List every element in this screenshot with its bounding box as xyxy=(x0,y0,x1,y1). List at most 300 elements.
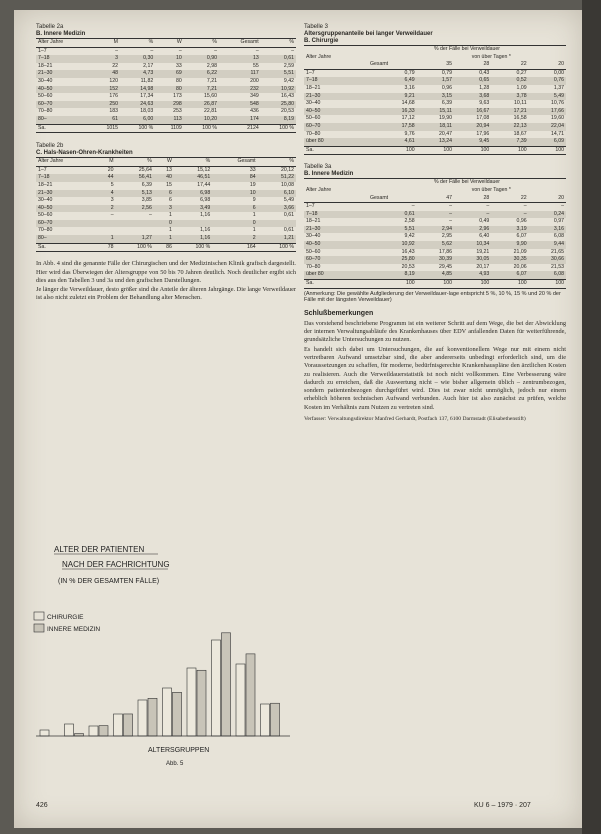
table-cell: 1 xyxy=(169,212,172,219)
table-row xyxy=(36,86,296,94)
table-cell: 6,98 xyxy=(200,189,211,196)
header-cell: Gesamt xyxy=(237,158,256,165)
table-cell: – xyxy=(110,212,114,219)
table-cell: 3,78 xyxy=(516,92,527,99)
table-cell: 120 xyxy=(109,77,118,84)
table-cell: 0,30 xyxy=(143,55,154,62)
table-cell xyxy=(96,220,116,228)
table-cell: 60–70 xyxy=(38,219,53,226)
header-cell: 22 xyxy=(520,194,527,201)
legend-label-chirurgie: CHIRURGIE xyxy=(47,614,84,621)
table-cell: 6,08 xyxy=(553,271,564,278)
table-cell: – xyxy=(523,203,527,210)
table-cell: 30–40 xyxy=(306,100,321,107)
table-cell: – xyxy=(486,210,490,217)
table-cell: 10 xyxy=(175,55,182,62)
table-row xyxy=(304,100,566,108)
table-cell: 0,52 xyxy=(516,77,527,84)
table-cell: 21,53 xyxy=(551,263,564,270)
bar-chirurgie xyxy=(40,730,49,736)
table-cell: 30,35 xyxy=(513,256,527,263)
table-cell: 22,81 xyxy=(204,108,217,115)
table-cell: 20,12 xyxy=(281,166,294,173)
table-cell: 548 xyxy=(250,100,259,107)
table-cell: 19,21 xyxy=(476,248,490,255)
table-row xyxy=(36,220,296,228)
table-cell: 2,59 xyxy=(283,62,294,69)
table-row xyxy=(304,211,566,219)
table-cell: – xyxy=(449,203,452,210)
chart-legend xyxy=(34,612,100,633)
table-cell: 60–70 xyxy=(306,256,321,263)
bar-innere-medizin xyxy=(197,670,206,736)
table-cell xyxy=(96,227,116,235)
table-cell: 80 xyxy=(175,85,182,92)
table-cell: 22 xyxy=(112,62,118,69)
table-cell: 20,47 xyxy=(439,130,452,137)
table-cell: 1 xyxy=(169,235,172,242)
table-row xyxy=(304,108,566,116)
table-cell: 3,68 xyxy=(479,92,490,99)
age-group-chart xyxy=(28,540,298,772)
table-cell: – xyxy=(255,47,259,54)
table-cell: 6 xyxy=(169,197,172,204)
table-cell: 176 xyxy=(109,93,118,100)
table-cell: 2 xyxy=(110,204,114,211)
bar-chirurgie xyxy=(236,664,245,736)
table-cell: 18–21 xyxy=(306,218,321,225)
table-cell: 15,60 xyxy=(204,93,217,100)
table-3a-title: B. Innere Medizin xyxy=(304,171,354,178)
table-cell: 21–30 xyxy=(306,92,321,99)
table-cell: – xyxy=(411,203,415,210)
table-cell: 0,96 xyxy=(441,84,452,91)
table-cell: 6,39 xyxy=(441,100,452,107)
table-cell: 18,67 xyxy=(513,130,527,137)
table-cell: 9,45 xyxy=(479,138,490,145)
header-cell: von über Tagen * xyxy=(471,53,511,60)
table-cell: 5,13 xyxy=(141,189,152,196)
table-cell xyxy=(116,227,154,235)
table-cell: 80 xyxy=(175,77,182,84)
table-cell: 60–70 xyxy=(38,100,53,107)
bar-chirurgie xyxy=(212,640,221,736)
header-cell: von über Tagen * xyxy=(471,186,511,193)
table-cell: 10,34 xyxy=(476,241,490,248)
table-cell: 5,49 xyxy=(553,92,564,99)
table-cell: 51,22 xyxy=(281,174,294,181)
table-cell: 16,43 xyxy=(281,93,294,100)
table-cell: 152 xyxy=(109,85,118,92)
table-cell: 21–30 xyxy=(38,189,53,196)
table-cell: 20,17 xyxy=(476,263,490,270)
table-cell: 20,94 xyxy=(476,122,490,129)
table-3 xyxy=(304,45,566,155)
table-cell: 174 xyxy=(250,115,259,122)
chart-subtitle: (IN % DER GESAMTEN FÄLLE) xyxy=(58,578,160,585)
right-paragraph: Das vorstehend beschriebene Programm ist ein weiterer Schritt auf dem Wege, die bei der Abwicklung der internen Verwaltungsabläufe des Krankenhauses über EDV anfallenden Daten für weiterführende, grundsätzliche Untersuchungen zu nutzen. xyxy=(304,319,566,344)
bar-chirurgie xyxy=(89,726,98,736)
table-cell: 7–18 xyxy=(306,210,318,217)
table-cell: 6,40 xyxy=(479,233,490,240)
bar-innere-medizin xyxy=(99,726,108,736)
table-cell: 18,11 xyxy=(439,122,452,129)
header-cell: % xyxy=(212,39,217,45)
table-cell: 6,39 xyxy=(141,181,152,188)
table-cell: 100 % xyxy=(279,124,294,131)
table-cell: 30–40 xyxy=(38,197,53,204)
table-cell: 21–30 xyxy=(38,70,53,77)
table-cell: 5,49 xyxy=(283,197,294,204)
table-row xyxy=(304,256,566,264)
table-cell: 20,53 xyxy=(281,108,294,115)
header-row-top xyxy=(304,46,566,54)
table-cell: 20,53 xyxy=(401,263,415,270)
table-cell: 40–50 xyxy=(38,85,53,92)
table-cell: 17,66 xyxy=(551,107,564,114)
table-cell: 2124 xyxy=(247,124,259,131)
table-cell: – xyxy=(149,212,152,219)
table-3a-body xyxy=(304,203,566,289)
header-cell: W xyxy=(176,39,182,45)
header-cell: 22 xyxy=(520,61,527,68)
table-row xyxy=(36,93,296,101)
table-cell: 16,67 xyxy=(476,107,490,114)
chart-title-line1: ALTER DER PATIENTEN xyxy=(54,545,145,554)
table-cell: 0,24 xyxy=(553,210,564,217)
table-row xyxy=(304,93,566,101)
table-cell: Sa. xyxy=(38,124,46,131)
table-cell: 100 % xyxy=(138,124,154,131)
table-cell: Sa. xyxy=(306,146,314,153)
table-row xyxy=(36,47,296,55)
table-cell: 44 xyxy=(107,174,114,181)
table-cell: 18–21 xyxy=(38,181,53,188)
table-cell: 24,63 xyxy=(140,100,154,107)
x-axis-label: ALTERSGRUPPEN xyxy=(148,747,210,754)
table-cell: 1 xyxy=(169,227,172,234)
table-cell: 1015 xyxy=(106,124,118,131)
table-cell: 17,21 xyxy=(513,107,527,114)
table-cell: 1,16 xyxy=(200,212,211,219)
table-cell: – xyxy=(449,210,452,217)
table-cell: 6,49 xyxy=(404,77,415,84)
table-row xyxy=(304,249,566,257)
bar-chirurgie xyxy=(261,704,270,736)
table-cell: 4,85 xyxy=(441,271,452,278)
table-cell: 232 xyxy=(250,85,259,92)
table-cell: 22,13 xyxy=(513,122,527,129)
table-cell: 117 xyxy=(250,70,259,77)
table-cell: 4,93 xyxy=(479,271,490,278)
table-cell: 70–80 xyxy=(38,108,53,115)
table-row xyxy=(36,174,296,182)
table-cell: 17,86 xyxy=(439,248,452,255)
table-cell: 164 xyxy=(246,243,256,250)
table-cell: 20,06 xyxy=(513,263,527,270)
table-cell: 0,61 xyxy=(283,212,294,219)
table-cell: 46,51 xyxy=(197,174,211,181)
table-cell: 2 xyxy=(252,235,256,242)
right-paragraph: Es handelt sich dabei um Untersuchungen, die auf konventionellem Wege nur mit einem nicht vertretbaren Aufwand umsetzbar sind, die aber andererseits unbedingt erforderlich sind, um die Voraussetzungen zu schaffen, für moderne, bedürfnisgerechte Krankenhauspläne den ärztlichen Kosten zu realisieren. Auch die Verweildauerstatistik ist noch nicht vollkommen. Eine Verbesserung wäre dadurch zu erreichen, daß die Auswertung nicht – wie bisher allgemein üblich – zentrumbezogen, sondern patientenbezogen durchgeführt wird. Dies ist zwar nicht unmöglich, jedoch nur einem erheblich höheren technischen Aufwand verbunden. Auch hier ist also zunächst zu prüfen, welche Kosten im Verhältnis zum Nutzen zu vertreten sind. xyxy=(304,345,566,411)
table-cell: 19,60 xyxy=(551,115,564,122)
header-row-top xyxy=(304,179,566,187)
table-row xyxy=(304,123,566,131)
table-cell: 1 xyxy=(252,212,256,219)
table-cell: 80– xyxy=(38,115,47,122)
table-cell: 100 xyxy=(406,280,415,287)
bar-chirurgie xyxy=(163,688,172,736)
table-cell: 17,96 xyxy=(476,130,490,137)
table-cell: 25,80 xyxy=(401,256,415,263)
table-cell: 2,98 xyxy=(206,62,217,69)
table-cell: 21,09 xyxy=(513,248,527,255)
header-cell: M xyxy=(109,158,114,165)
table-cell xyxy=(258,220,296,228)
table-cell: 17,12 xyxy=(401,115,415,122)
table-cell: – xyxy=(291,47,294,54)
table-cell: 22,04 xyxy=(551,122,564,129)
table-2b xyxy=(36,157,296,252)
table-cell: 1109 xyxy=(170,124,182,131)
table-cell: 33 xyxy=(175,62,182,69)
table-sum-row xyxy=(36,243,296,252)
table-cell: 10,92 xyxy=(281,85,294,92)
table-2b-body xyxy=(36,166,296,252)
table-cell: 26,87 xyxy=(204,100,217,107)
table-cell: – xyxy=(561,203,564,210)
table-cell: – xyxy=(449,218,452,225)
chart-bars xyxy=(40,633,280,736)
table-cell: 9,42 xyxy=(404,233,415,240)
table-cell: 84 xyxy=(249,174,256,181)
table-cell: 14,71 xyxy=(551,130,564,137)
table-cell: 2,96 xyxy=(479,225,490,232)
table-cell: 100 % xyxy=(279,243,294,250)
table-sum-row xyxy=(304,146,566,155)
table-cell: 100 xyxy=(555,280,564,287)
table-cell: 6 xyxy=(169,189,172,196)
table-cell: 10 xyxy=(249,189,256,196)
table-cell: 30,39 xyxy=(439,256,452,263)
table-2b-label: Tabelle 2b xyxy=(36,143,64,150)
table-cell: 7–18 xyxy=(38,55,50,62)
table-row xyxy=(36,190,296,198)
table-2a-title: B. Innere Medizin xyxy=(36,31,86,37)
table-cell: – xyxy=(214,47,217,54)
table-cell: 6,98 xyxy=(200,197,211,204)
bar-innere-medizin xyxy=(271,703,280,736)
table-cell: 6,10 xyxy=(283,189,294,196)
table-cell: 19 xyxy=(249,181,256,188)
table-cell: 40 xyxy=(166,174,172,181)
table-cell: 298 xyxy=(173,100,182,107)
table-cell: 17,44 xyxy=(197,181,211,188)
table-row xyxy=(304,218,566,226)
table-cell: 4,61 xyxy=(404,138,415,145)
table-note: (Anmerkung: Die gewählte Aufgliederung der Verweildauer-lage entspricht 5 %, 10 %, 15 % und 20 % der Fälle mit der längsten Verweildauer) xyxy=(304,290,561,304)
table-row xyxy=(36,235,296,243)
table-cell: 0,79 xyxy=(441,69,452,76)
table-cell: 56,41 xyxy=(138,174,152,181)
table-cell: 0,61 xyxy=(283,55,294,62)
table-cell: 1–7 xyxy=(38,47,47,54)
table-cell: 6,22 xyxy=(206,70,217,77)
table-cell: 11,82 xyxy=(140,77,154,84)
table-cell: 100 xyxy=(480,146,490,153)
section-heading: Schlußbemerkungen xyxy=(304,309,374,317)
table-cell: 2,94 xyxy=(441,225,452,232)
table-cell: 3,15 xyxy=(441,92,452,99)
table-cell: 15,12 xyxy=(197,166,211,173)
table-cell: 40–50 xyxy=(306,241,321,248)
table-row xyxy=(304,271,566,279)
table-row xyxy=(36,182,296,190)
table-cell: 100 xyxy=(517,280,527,287)
table-cell: 1–7 xyxy=(306,69,315,76)
left-paragraph: Je länger die Verweildauer, desto größer sind die Anteile der älteren Jahrgänge. Die lange Verweildauer ist also nicht zuletzt ein Problem der Behandlung alter Menschen. xyxy=(36,286,296,302)
table-cell: 17,58 xyxy=(401,122,415,129)
table-cell: 5 xyxy=(110,181,114,188)
table-sum-row xyxy=(304,280,566,289)
table-cell: 9 xyxy=(252,197,256,204)
legend-swatch-chirurgie xyxy=(34,612,44,620)
table-cell: 16,58 xyxy=(513,115,527,122)
table-cell: 2,56 xyxy=(141,204,152,211)
journal-page xyxy=(14,10,582,828)
header-cell: 28 xyxy=(483,194,490,201)
table-cell: 100 xyxy=(517,146,527,153)
header-cell: Alter Jahre xyxy=(306,186,332,193)
table-cell: 100 xyxy=(406,146,415,153)
table-cell: 7–18 xyxy=(306,77,318,84)
header-cell: 47 xyxy=(446,194,452,201)
table-row xyxy=(36,78,296,86)
table-cell: 10,76 xyxy=(551,100,564,107)
table-cell: 33 xyxy=(249,166,256,173)
table-cell: – xyxy=(486,203,490,210)
table-cell: 7,39 xyxy=(516,138,527,145)
table-cell: 29,45 xyxy=(439,263,452,270)
table-row xyxy=(304,115,566,123)
table-cell: 0 xyxy=(169,219,172,226)
table-row xyxy=(304,203,566,211)
table-cell: 0,65 xyxy=(479,77,490,84)
table-row xyxy=(36,63,296,71)
table-cell: 9,42 xyxy=(283,77,294,84)
table-cell: 16,33 xyxy=(401,107,415,114)
table-cell: 7–18 xyxy=(38,174,50,181)
table-row xyxy=(304,69,566,77)
table-row xyxy=(304,138,566,146)
header-cell: M xyxy=(113,39,118,45)
table-row xyxy=(304,131,566,139)
table-cell: 100 xyxy=(443,280,452,287)
table-cell: 0,97 xyxy=(553,218,564,225)
header-cell: % xyxy=(205,158,211,165)
figure-caption: Abb. 5 xyxy=(166,761,184,767)
bar-innere-medizin xyxy=(222,633,231,736)
bar-innere-medizin xyxy=(148,698,157,736)
table-cell: 61 xyxy=(112,115,118,122)
table-cell: 349 xyxy=(250,93,259,100)
table-cell: 1,37 xyxy=(553,84,564,91)
table-cell: 1,09 xyxy=(516,84,527,91)
left-column xyxy=(36,24,296,304)
bar-innere-medizin xyxy=(173,692,182,736)
table-cell: 10,92 xyxy=(401,241,415,248)
table-cell: 0,96 xyxy=(516,218,527,225)
table-2b-header xyxy=(36,158,296,167)
table-cell: 6,07 xyxy=(516,271,527,278)
table-cell: 0,90 xyxy=(206,55,217,62)
chart-title-line2: NACH DER FACHRICHTUNG xyxy=(62,560,170,569)
table-3-title: Altersgruppenanteile bei langer Verweildauer xyxy=(304,31,433,37)
table-2a xyxy=(36,38,296,133)
table-cell: 8,19 xyxy=(404,271,415,278)
table-cell: 30,66 xyxy=(551,256,564,263)
header-cell: 35 xyxy=(446,61,452,68)
table-cell: 0,43 xyxy=(479,69,490,76)
table-cell: 50–60 xyxy=(38,212,53,219)
table-cell: 3,16 xyxy=(553,225,564,232)
table-3-body xyxy=(304,69,566,155)
header-cell: Alter Jahre xyxy=(306,53,332,60)
table-cell: 21,65 xyxy=(551,248,564,255)
legend-label-innere: INNERE MEDIZIN xyxy=(47,626,101,633)
table-cell: 0,27 xyxy=(516,69,527,76)
page-number: 426 xyxy=(36,802,48,809)
table-cell: 10,11 xyxy=(514,100,527,107)
header-cell: % xyxy=(289,39,294,45)
table-cell: 20 xyxy=(107,166,114,173)
table-2b-title: C. Hals-Nasen-Ohren-Krankheiten xyxy=(36,150,133,157)
table-cell: 14,98 xyxy=(140,85,154,92)
table-cell: 78 xyxy=(107,243,114,250)
table-cell: 1,57 xyxy=(441,77,452,84)
table-2a-label: Tabelle 2a xyxy=(36,24,64,30)
table-row xyxy=(304,264,566,272)
table-cell: 0,76 xyxy=(553,77,564,84)
table-cell: 100 xyxy=(480,280,490,287)
table-cell: 436 xyxy=(250,108,259,115)
table-row xyxy=(36,166,296,174)
table-row xyxy=(36,197,296,205)
table-cell: 113 xyxy=(173,115,182,122)
table-cell: 40–50 xyxy=(38,204,53,211)
bar-chirurgie xyxy=(138,700,147,736)
table-cell: 1 xyxy=(110,235,114,242)
table-cell: 18–21 xyxy=(38,62,53,69)
table-cell: – xyxy=(523,210,527,217)
header-cell: 20 xyxy=(558,61,564,68)
table-cell: 253 xyxy=(173,108,182,115)
table-cell: 6 xyxy=(252,204,256,211)
table-cell: 3 xyxy=(115,55,118,62)
table-cell: 5,62 xyxy=(441,241,452,248)
table-2a-header xyxy=(36,39,296,48)
table-cell: 9,21 xyxy=(404,92,415,99)
table-3a-label: Tabelle 3a xyxy=(304,164,332,171)
table-cell: 100 % xyxy=(202,124,217,131)
table-cell: 250 xyxy=(109,100,118,107)
table-cell: 60–70 xyxy=(306,122,321,129)
table-cell: – xyxy=(115,47,118,54)
table-cell: 183 xyxy=(109,108,118,115)
table-cell: 70–80 xyxy=(38,227,53,234)
bar-innere-medizin xyxy=(124,714,133,736)
table-cell: 10,08 xyxy=(281,181,294,188)
